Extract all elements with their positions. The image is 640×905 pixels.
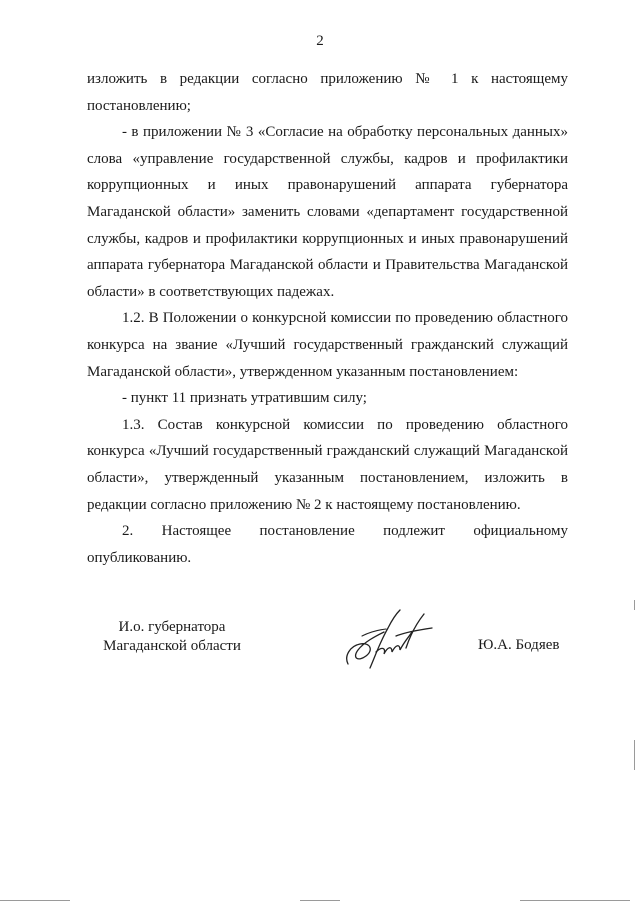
signer-title [92, 618, 252, 656]
scan-artifact [0, 900, 70, 901]
paragraph: 1.2. В Положении о конкурсной комиссии по проведению областного конкурса на звание «Лучший государственный гражданский служащий Магаданской области», утвержденном указанным постановлением: [87, 310, 568, 380]
document-body [87, 66, 568, 571]
paragraph: 1.3. Состав конкурсной комиссии по проведению областного конкурса «Лучший государственный гражданский служащий Магаданской области», утвержденный указанным постановлением, изложить в редакции согласно приложению № 2 к настоящему постановлению. [87, 416, 568, 513]
signature-block [0, 618, 640, 698]
handwritten-signature-icon [340, 602, 440, 682]
signer-title-line-1: И.о. губернатора [118, 619, 226, 635]
scan-artifact [634, 600, 635, 610]
scan-artifact [634, 740, 635, 770]
paragraph: изложить в редакции согласно приложению № 1 к настоящему постановлению; [87, 71, 568, 114]
scan-artifact [520, 900, 630, 901]
paragraph: 2. Настоящее постановление подлежит официальному опубликованию. [87, 523, 568, 566]
paragraph: - в приложении № 3 «Согласие на обработку персональных данных» слова «управление государственной службы, кадров и профилактики коррупционных и иных правонарушений аппарата губернатора Магаданской области» заменить словами «департамент государственной службы, кадров и профилактики коррупционных и иных правонарушений аппарата губернатора Магаданской области и Правительства Магаданской области» в соответствующих падежах. [87, 124, 568, 300]
page-number: 2 [316, 33, 324, 49]
paragraph: - пункт 11 признать утратившим силу; [122, 390, 367, 407]
scan-artifact [300, 900, 340, 901]
signer-title-line-2: Магаданской области [103, 638, 241, 654]
signer-name: Ю.А. Бодяев [478, 637, 560, 653]
